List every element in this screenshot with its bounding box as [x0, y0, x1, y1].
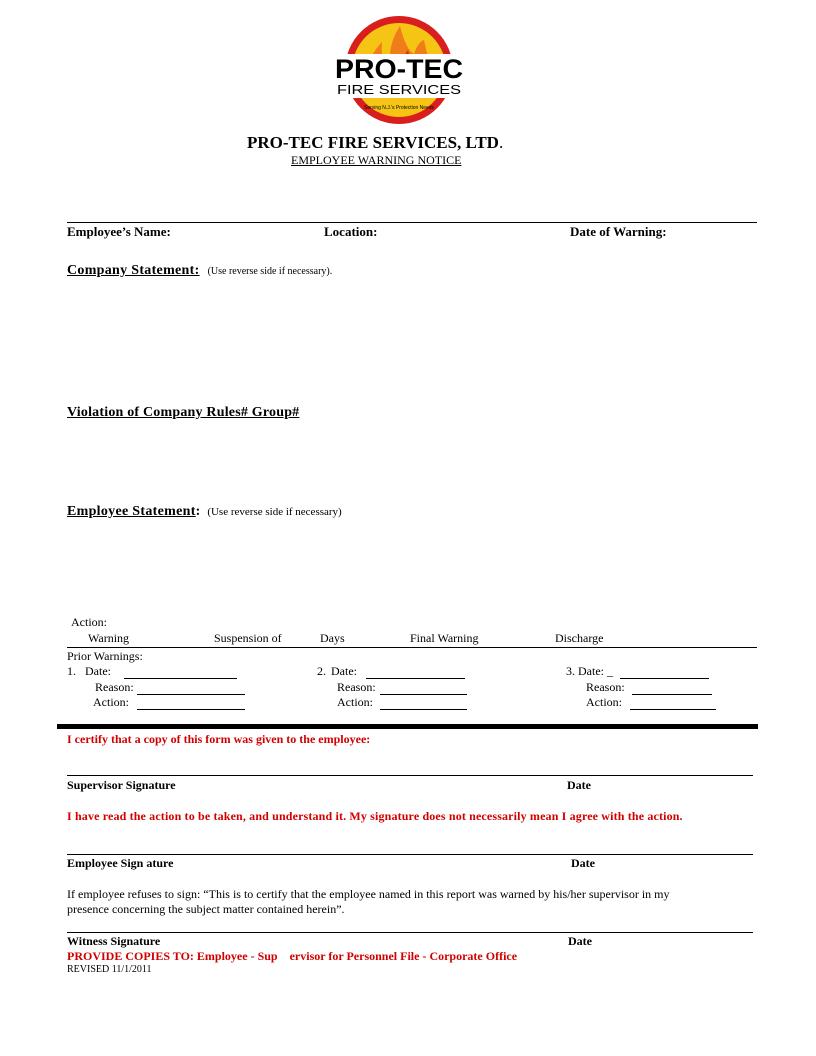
- prior-3-reason-line[interactable]: [632, 694, 712, 695]
- action-rule: [67, 647, 757, 648]
- prior-3-reason: Reason:: [586, 680, 625, 694]
- employee-signature-label: Employee Sign ature: [67, 856, 174, 870]
- action-days: Days: [320, 631, 345, 645]
- action-final-warning: Final Warning: [410, 631, 479, 645]
- prior-1-date: 1. Date:: [67, 664, 111, 678]
- thick-divider: [57, 724, 758, 729]
- logo-ring-text: Serving N.J.'s Protection Needs: [364, 105, 435, 111]
- prior-2-action: Action:: [337, 695, 373, 709]
- prior-1-reason-line[interactable]: [137, 694, 245, 695]
- witness-signature-label: Witness Signature: [67, 934, 161, 948]
- prior-3-date: 3. Date: _: [566, 664, 613, 678]
- action-discharge: Discharge: [555, 631, 604, 645]
- action-label: Action:: [71, 615, 107, 629]
- certify-copy-text: I certify that a copy of this form was given to the employee:: [67, 732, 371, 746]
- prior-3-action: Action:: [586, 695, 622, 709]
- prior-2-reason: Reason:: [337, 680, 376, 694]
- supervisor-date-label: Date: [567, 778, 591, 792]
- prior-1-action: Action:: [93, 695, 129, 709]
- prior-1-action-line[interactable]: [137, 709, 245, 710]
- form-title: EMPLOYEE WARNING NOTICE: [291, 153, 462, 167]
- revised-date: REVISED 11/1/2011: [67, 964, 152, 975]
- violation-heading: Violation of Company Rules# Group#: [67, 405, 300, 420]
- logo-brand: PRO-TEC: [335, 54, 463, 84]
- employee-statement: Employee Statement: (Use reverse side if necessary): [67, 504, 342, 519]
- supervisor-signature-line[interactable]: [67, 775, 753, 776]
- date-of-warning-label: Date of Warning:: [570, 224, 667, 239]
- prior-warnings-label: Prior Warnings:: [67, 649, 143, 663]
- pro-tec-logo: [330, 14, 468, 126]
- witness-signature-line[interactable]: [67, 932, 753, 933]
- action-warning: Warning: [88, 631, 130, 645]
- employee-name-label: Employee’s Name:: [67, 224, 171, 239]
- company-statement: Company Statement: (Use reverse side if necessary).: [67, 263, 333, 278]
- supervisor-signature-label: Supervisor Signature: [67, 778, 176, 792]
- prior-3-date-line[interactable]: [620, 678, 709, 679]
- prior-2-date: 2. Date:: [317, 664, 357, 678]
- action-suspension: Suspension of: [214, 631, 282, 645]
- prior-2-date-line[interactable]: [366, 678, 465, 679]
- employee-date-label: Date: [571, 856, 595, 870]
- prior-2-action-line[interactable]: [380, 709, 467, 710]
- prior-1-date-line[interactable]: [124, 678, 237, 679]
- refuse-text-line1: If employee refuses to sign: “This is to certify that the employee named in this report was warned by his/her supervisor in my: [67, 887, 670, 901]
- prior-3-action-line[interactable]: [630, 709, 716, 710]
- location-label: Location:: [324, 224, 378, 239]
- prior-1-reason: Reason:: [95, 680, 134, 694]
- employee-signature-line[interactable]: [67, 854, 753, 855]
- refuse-text-line2: presence concerning the subject matter contained herein”.: [67, 902, 345, 916]
- prior-2-reason-line[interactable]: [380, 694, 467, 695]
- read-statement-text: I have read the action to be taken, and understand it. My signature does not necessarily mean I agree with the action.: [67, 809, 683, 823]
- provide-copies-text: PROVIDE COPIES TO: Employee - Sup ervisor for Personnel File - Corporate Office: [67, 949, 518, 963]
- witness-date-label: Date: [568, 934, 592, 948]
- company-name: PRO-TEC FIRE SERVICES, LTD.: [247, 133, 504, 152]
- logo-sub: FIRE SERVICES: [337, 82, 462, 97]
- top-rule: [67, 222, 757, 223]
